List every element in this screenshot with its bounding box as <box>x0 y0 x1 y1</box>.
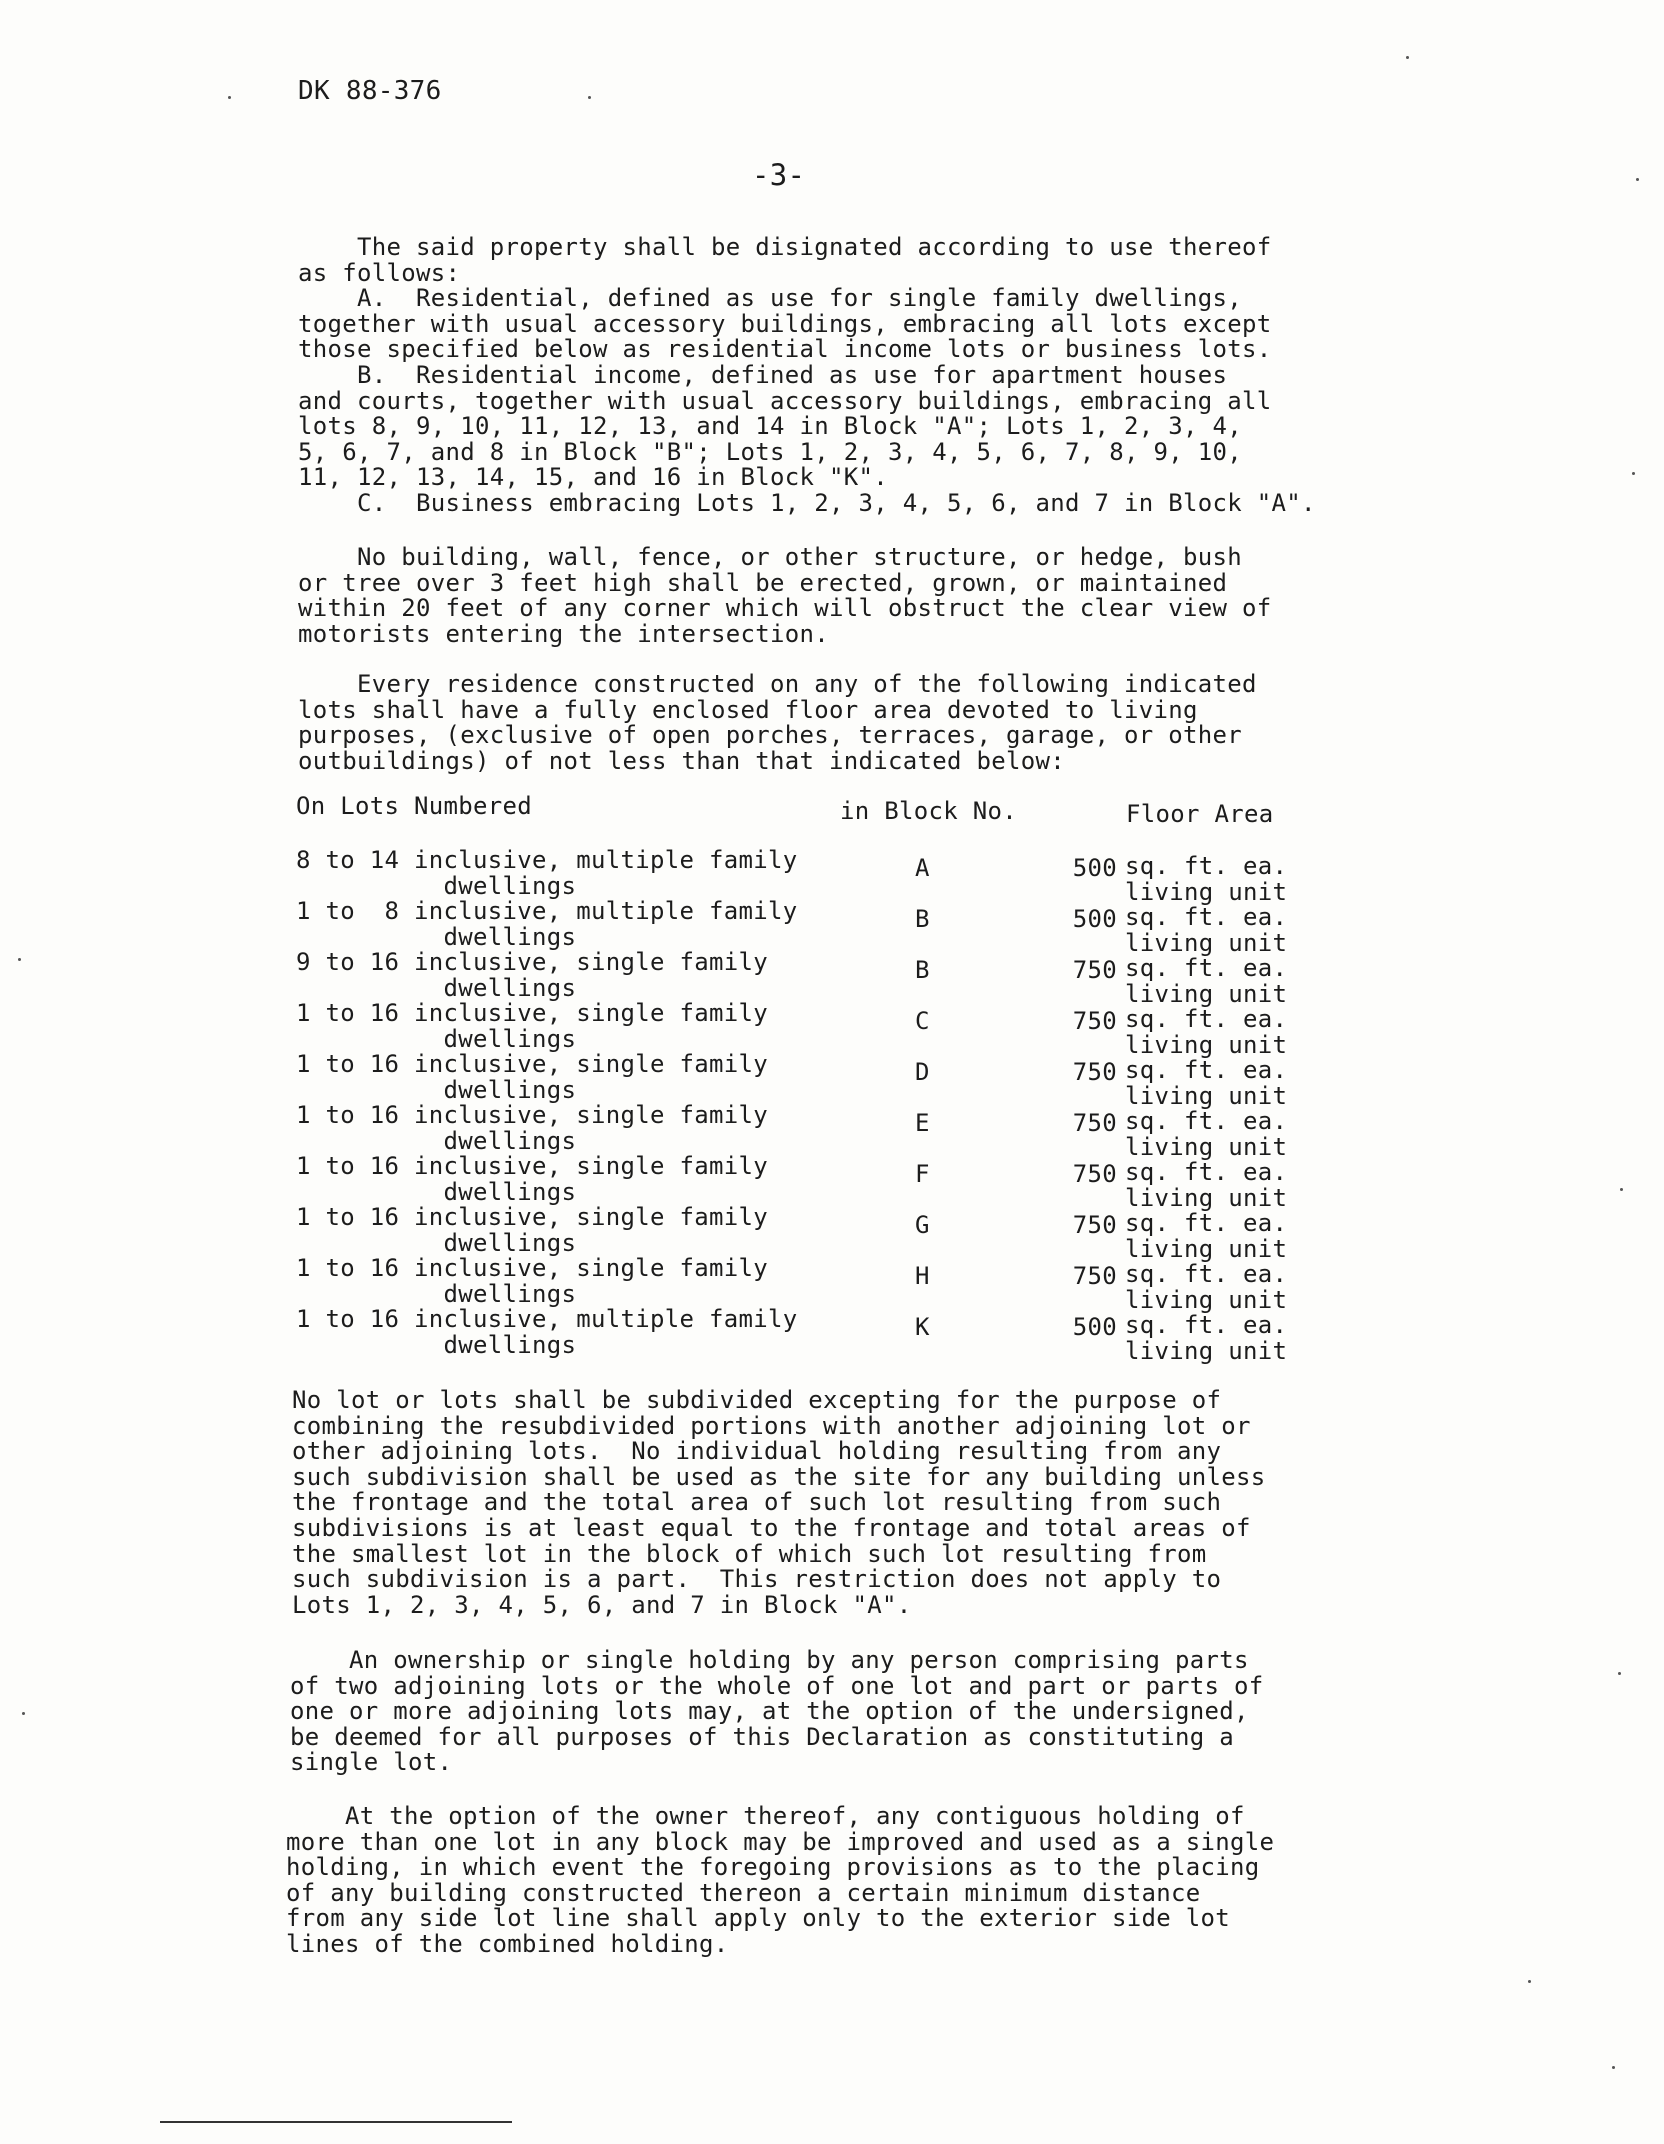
block-cell: D <box>915 1058 930 1086</box>
paragraph-floor-area: Every residence constructed on any of the following indicated lots shall have a fully enclosed floor area devoted to living purposes, (exclusive of open porches, terraces, garage, or other outbuildings) of not less than that indicated below: <box>298 670 1257 775</box>
unit-cell: sq. ft. ea. living unit <box>1125 1107 1288 1161</box>
page-number: -3- <box>752 158 806 192</box>
paragraph-corner-visibility: No building, wall, fence, or other structure, or hedge, bush or tree over 3 feet high shall be erected, grown, or maintained within 20 feet of any corner which will obstruct the clear view of motorists entering the intersection. <box>298 543 1272 648</box>
unit-cell: sq. ft. ea. living unit <box>1125 1005 1288 1059</box>
unit-cell: sq. ft. ea. living unit <box>1125 1260 1288 1314</box>
table-row <box>0 897 1664 957</box>
floor-area-cell: 750 <box>1072 1007 1117 1035</box>
lots-cell: 1 to 16 inclusive, single family dwellings <box>296 1152 768 1206</box>
scan-speck <box>22 1712 25 1715</box>
block-cell: H <box>915 1262 930 1290</box>
scan-speck <box>18 958 21 961</box>
unit-cell: sq. ft. ea. living unit <box>1125 1209 1288 1263</box>
scan-speck <box>228 96 231 99</box>
lots-cell: 9 to 16 inclusive, single family dwellings <box>296 948 768 1002</box>
lots-cell: 1 to 16 inclusive, multiple family dwellings <box>296 1305 798 1359</box>
floor-area-cell: 750 <box>1072 1262 1117 1290</box>
unit-cell: sq. ft. ea. living unit <box>1125 903 1288 957</box>
unit-cell: sq. ft. ea. living unit <box>1125 954 1288 1008</box>
block-cell: F <box>915 1160 930 1188</box>
scan-speck <box>1620 1188 1623 1191</box>
block-cell: B <box>915 905 930 933</box>
document-id: DK 88-376 <box>298 76 442 106</box>
floor-area-cell: 500 <box>1072 854 1117 882</box>
table-row <box>0 1101 1664 1161</box>
scan-speck <box>1528 1980 1531 1983</box>
unit-cell: sq. ft. ea. living unit <box>1125 1311 1288 1365</box>
header-block-no: in Block No. <box>840 797 1017 825</box>
scan-speck <box>588 96 591 99</box>
header-floor-area: Floor Area <box>1126 800 1274 828</box>
lots-cell: 8 to 14 inclusive, multiple family dwellings <box>296 846 798 900</box>
floor-area-cell: 750 <box>1072 1160 1117 1188</box>
unit-cell: sq. ft. ea. living unit <box>1125 1158 1288 1212</box>
unit-cell: sq. ft. ea. living unit <box>1125 852 1288 906</box>
floor-area-cell: 500 <box>1072 1313 1117 1341</box>
table-row <box>0 1305 1664 1365</box>
table-row <box>0 1050 1664 1110</box>
block-cell: G <box>915 1211 930 1239</box>
lots-cell: 1 to 16 inclusive, single family dwellings <box>296 1050 768 1104</box>
paragraph-ownership: An ownership or single holding by any person comprising parts of two adjoining lots or the whole of one lot and part or parts of one or more adjoining lots may, at the option of the undersigned, be deemed for all purposes of this Declaration as constituting a single lot. <box>290 1646 1264 1777</box>
floor-area-cell: 500 <box>1072 905 1117 933</box>
lots-cell: 1 to 16 inclusive, single family dwellings <box>296 1101 768 1155</box>
paragraph-subdivision: No lot or lots shall be subdivided excepting for the purpose of combining the resubdivided portions with another adjoining lot or other adjoining lots. No individual holding resulting from any such subdivision shall be used as the site for any building unless the frontage and the total area of such lot resulting from such subdivisions is at least equal to the frontage and total areas of the smallest lot in the block of which such lot resulting from such subdivision is a part. This restriction does not apply to Lots 1, 2, 3, 4, 5, 6, and 7 in Block "A". <box>292 1386 1266 1619</box>
block-cell: E <box>915 1109 930 1137</box>
table-row <box>0 1254 1664 1314</box>
table-row <box>0 948 1664 1008</box>
table-row <box>0 846 1664 906</box>
paragraph-contiguous-holding: At the option of the owner thereof, any contiguous holding of more than one lot in any block may be improved and used as a single holding, in which event the foregoing provisions as to the placing of any building constructed thereon a certain minimum distance from any side lot line shall apply only to the exterior side lot lines of the combined holding. <box>286 1802 1275 1958</box>
unit-cell: sq. ft. ea. living unit <box>1125 1056 1288 1110</box>
table-row <box>0 999 1664 1059</box>
table-row <box>0 1203 1664 1263</box>
floor-area-cell: 750 <box>1072 1211 1117 1239</box>
scan-speck <box>1406 56 1409 59</box>
lots-cell: 1 to 8 inclusive, multiple family dwellings <box>296 897 798 951</box>
lots-cell: 1 to 16 inclusive, single family dwellings <box>296 999 768 1053</box>
paragraph-designation: The said property shall be disignated according to use thereof as follows: A. Residential, defined as use for single family dwellings, together with usual accessory buildings, embracing all lots except those specified below as residential income lots or business lots. B. Residential income, defined as use for apartment houses and courts, together with usual accessory buildings, embracing all lots 8, 9, 10, 11, 12, 13, and 14 in Block "A"; Lots 1, 2, 3, 4, 5, 6, 7, and 8 in Block "B"; Lots 1, 2, 3, 4, 5, 6, 7, 8, 9, 10, 11, 12, 13, 14, 15, and 16 in Block "K". C. Business embracing Lots 1, 2, 3, 4, 5, 6, and 7 in Block "A". <box>298 233 1316 517</box>
scan-speck <box>1618 1672 1621 1675</box>
floor-area-cell: 750 <box>1072 1058 1117 1086</box>
table-row <box>0 1152 1664 1212</box>
block-cell: K <box>915 1313 930 1341</box>
scan-speck <box>1612 2066 1615 2069</box>
lots-cell: 1 to 16 inclusive, single family dwellings <box>296 1254 768 1308</box>
block-cell: A <box>915 854 930 882</box>
scan-speck <box>1632 472 1635 475</box>
header-lots-numbered: On Lots Numbered <box>296 792 532 820</box>
lots-cell: 1 to 16 inclusive, single family dwellings <box>296 1203 768 1257</box>
block-cell: C <box>915 1007 930 1035</box>
floor-area-cell: 750 <box>1072 1109 1117 1137</box>
block-cell: B <box>915 956 930 984</box>
bottom-rule <box>160 2121 512 2123</box>
scan-speck <box>1636 178 1639 181</box>
floor-area-cell: 750 <box>1072 956 1117 984</box>
